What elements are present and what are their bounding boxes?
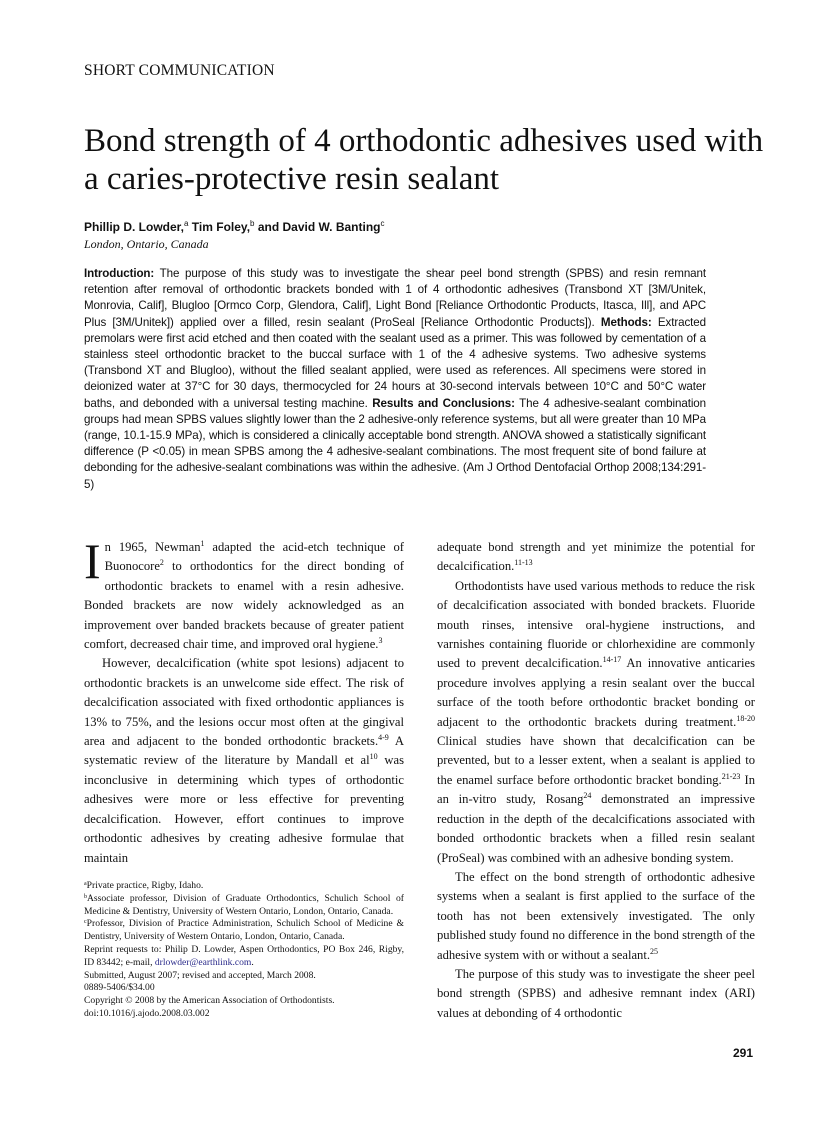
text-run: Clinical studies have shown that decalcification can be prevented, but to a lesser extent, when a sealant is applied to the enamel surface before orthodontic bracket bonding. (437, 734, 755, 787)
body-paragraph (437, 577, 755, 868)
reference-citation[interactable]: 4-9 (378, 733, 389, 743)
reference-citation[interactable]: 14-17 (602, 655, 622, 665)
text-run: The purpose of this study was to investigate the sheer peel bond strength (SPBS) and adhesive remnant index (ARI) values at debonding of 4 orthodontic (437, 966, 755, 1020)
text-run: However, decalcification (white spot lesions) adjacent to orthodontic brackets is an unwelcome side effect. The risk of decalcification associated with fixed orthodontic appliances is 13% to 75%, and the lesions occur most often at the gingival area and adjacent to the bonded orthodontic brackets. (84, 656, 404, 749)
footnote-mark: a (84, 881, 87, 887)
body-column-right (437, 538, 755, 1023)
section-label: SHORT COMMUNICATION (84, 62, 275, 79)
text-run: Extracted premolars were first acid etched and then coated with the sealant used as a primer. This was followed by cementation of a stainless steel orthodontic bracket to the buccal surface with 1 of the 4 adhesive systems. Two adhesive systems (Transbond XT and Blugloo), without the filled sealant applied, were used as references. All specimens were stored in deionized water at 37°C for 30 days, thermocycled for 24 hours at 30-second intervals between 10°C and 50°C water baths, and debonded with a universal testing machine. (84, 315, 706, 410)
body-paragraph (437, 868, 755, 965)
reprint-end: . (251, 956, 254, 968)
footnote-a (84, 880, 404, 893)
body-paragraph (84, 533, 404, 654)
drop-cap: I (84, 533, 101, 589)
text-run: n 1965, Newman (104, 540, 201, 554)
body-paragraph (437, 538, 755, 577)
abstract-heading: Introduction: (84, 267, 155, 280)
reference-citation[interactable]: 1 (200, 539, 205, 548)
reference-citation[interactable]: 10 (369, 752, 378, 762)
text-run: The purpose of this study was to investigate the shear peel bond strength (SPBS) and resin remnant retention after removal of orthodontic brackets bonded with 1 of 4 orthodontic adhesives (Transbond XT [3M/Unitek, Monrovia, Calif], Blugloo [Ormco Corp, Glendora, Calif], Light Bond [Reliance Orthodontic Products, Itasca, Ill], and APC Plus [3M/Unitek]) applied over a filled, resin sealant (ProSeal [Reliance Orthodontic Products]). (84, 267, 706, 329)
abstract-heading: Results and Conclusions: (372, 396, 515, 410)
abstract (84, 266, 706, 493)
text-run: was inconclusive in determining which types of orthodontic adhesives were more or less effective for preventing decalcification. However, effort continues to improve orthodontic adhesives by creating adhesive formulae that maintain (84, 753, 404, 865)
text-run: adapted the acid-etch technique of Buonocore (104, 540, 404, 574)
text-run: adequate bond strength and yet minimize the potential for decalcification. (437, 540, 755, 574)
footnote-mark: c (84, 919, 87, 926)
reference-citation[interactable]: 3 (378, 636, 383, 646)
reference-citation[interactable]: 2 (159, 558, 164, 568)
footnote-text: Professor, Division of Practice Administration, Schulich School of Medicine & Dentistry, University of Western Ontario, London, Ontario, Canada. (84, 918, 404, 943)
body-paragraph (84, 654, 404, 867)
reprint-text: Reprint requests to: Philip D. Lowder, Aspen Orthodontics, PO Box 246, Rigby, ID 83442; e-mail, (84, 943, 404, 968)
copyright: Copyright © 2008 by the American Association of Orthodontists. (84, 995, 335, 1007)
author-name: Tim Foley, (188, 220, 251, 234)
article-title: Bond strength of 4 orthodontic adhesives used with a caries-protective resin sealant (84, 123, 764, 197)
author-name: and David W. Banting (254, 220, 381, 234)
footnote-mark: b (84, 893, 87, 900)
author-list (84, 219, 385, 234)
email-link[interactable]: drlowder@earthlink.com (154, 956, 252, 968)
reprint-requests (84, 944, 404, 970)
doi: doi:10.1016/j.ajodo.2008.03.002 (84, 1007, 210, 1019)
author-affiliation-mark: c (380, 219, 385, 228)
reference-citation[interactable]: 21-23 (721, 771, 741, 781)
author-affiliation-mark: b (250, 219, 255, 228)
submission-dates: Submitted, August 2007; revised and accepted, March 2008. (84, 969, 316, 981)
footnote-b (84, 893, 404, 919)
footnote-text: Associate professor, Division of Graduate Orthodontics, Schulich School of Medicine & Dentistry, University of Western Ontario, London, Ontario, Canada. (84, 892, 404, 917)
text-run: to orthodontics for the direct bonding of orthodontic brackets to enamel with a resin adhesive. Bonded brackets are now widely acknowledged as an improvement over banded brackets because of greater patient comfort, decreased chair time, and improved oral hygiene. (84, 559, 404, 652)
text-run: A systematic review of the literature by Mandall et al (84, 734, 404, 768)
text-run: In an in-vitro study, Rosang (437, 772, 755, 807)
page-number: 291 (733, 1046, 754, 1060)
author-name: Phillip D. Lowder, (84, 220, 185, 234)
reference-citation[interactable]: 11-13 (514, 558, 533, 568)
reference-citation[interactable]: 24 (583, 791, 592, 801)
text-run: Orthodontists have used various methods to reduce the risk of decalcification associated with bonded brackets. Fluoride mouth rinses, intensive oral-hygiene instructions, and varnishes containing fluoride or chlorhexidine are commonly used to prevent decalcification. (437, 578, 755, 671)
author-affiliation-mark: a (184, 219, 189, 228)
reference-citation[interactable]: 25 (650, 946, 658, 956)
reference-citation[interactable]: 18-20 (736, 713, 755, 723)
text-run: An innovative anticaries procedure involves applying a resin sealant over the buccal surface of the tooth before orthodontic bracket bonding or adjacent to the orthodontic brackets during treatment. (437, 656, 755, 729)
body-column-left (84, 533, 404, 868)
footnotes (84, 880, 404, 1021)
text-run: The effect on the bond strength of orthodontic adhesive systems when a sealant is first applied to the surface of the tooth has not been extensively investigated. The only published study found no difference in the bond strength of the adhesive system with or without a sealant. (437, 869, 755, 962)
body-paragraph (437, 965, 755, 1023)
text-run: The 4 adhesive-sealant combination groups had mean SPBS values slightly lower than the 2 adhesive-only reference systems, but all were greater than 10 MPa (range, 10.1-15.9 MPa), which is considered a clinically acceptable bond strength. ANOVA showed a statistically significant difference (P <0.05) in mean SPBS among the 4 adhesive-sealant combinations. The most frequent site of bond failure at debonding for the adhesive-sealant combinations was within the adhesive. (Am J Orthod Dentofacial Orthop 2008;134:291-5) (84, 396, 706, 491)
abstract-heading: Methods: (600, 315, 652, 329)
text-run: demonstrated an impressive reduction in the depth of the decalcifications associated with bonded orthodontic brackets when a filled resin sealant (ProSeal) was combined with an adhesive bonding system. (437, 792, 755, 865)
author-location: London, Ontario, Canada (84, 237, 209, 251)
footnote-c (84, 918, 404, 944)
footnote-text: Private practice, Rigby, Idaho. (86, 880, 204, 891)
issn: 0889-5406/$34.00 (84, 982, 155, 994)
